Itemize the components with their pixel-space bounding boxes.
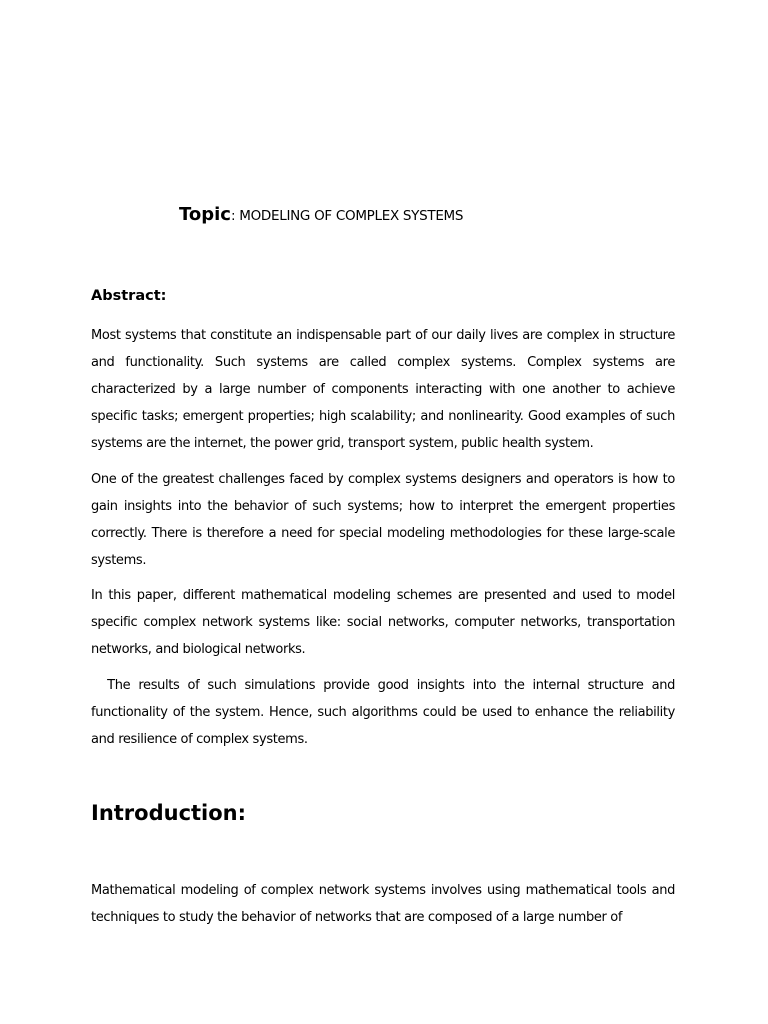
topic-separator: :: [230, 208, 240, 224]
introduction-heading: Introduction:: [91, 801, 247, 825]
abstract-paragraph-2: One of the greatest challenges faced by complex systems designers and operators is how to gain insights into the behavior of such systems; how to interpret the emergent properties correctly. There is therefore a need for special modeling methodologies for these large-scale systems.: [91, 472, 675, 568]
abstract-paragraph-4: The results of such simulations provide good insights into the internal structure and functionality of the system. Hence, such algorithms could be used to enhance the reliability and resilience of complex systems.: [91, 678, 675, 747]
abstract-paragraph-1: Most systems that constitute an indispensable part of our daily lives are complex in structure and functionality. Such systems are called complex systems. Complex systems are characterized by a large number of components interacting with one another to achieve specific tasks; emergent properties; high scalability; and nonlinearity. Good examples of such systems are the internet, the power grid, transport system, public health system.: [91, 328, 675, 451]
topic-line: [179, 202, 463, 229]
topic-label: Topic: [179, 204, 231, 225]
topic-title: MODELING OF COMPLEX SYSTEMS: [239, 208, 464, 224]
introduction-paragraph: Mathematical modeling of complex network systems involves using mathematical tools and techniques to study the behavior of networks that are composed of a large number of: [91, 883, 675, 925]
abstract-paragraph-3: In this paper, different mathematical modeling schemes are presented and used to model specific complex network systems like: social networks, computer networks, transportation networks, and biological networks.: [91, 588, 675, 657]
abstract-heading: Abstract:: [91, 288, 167, 304]
